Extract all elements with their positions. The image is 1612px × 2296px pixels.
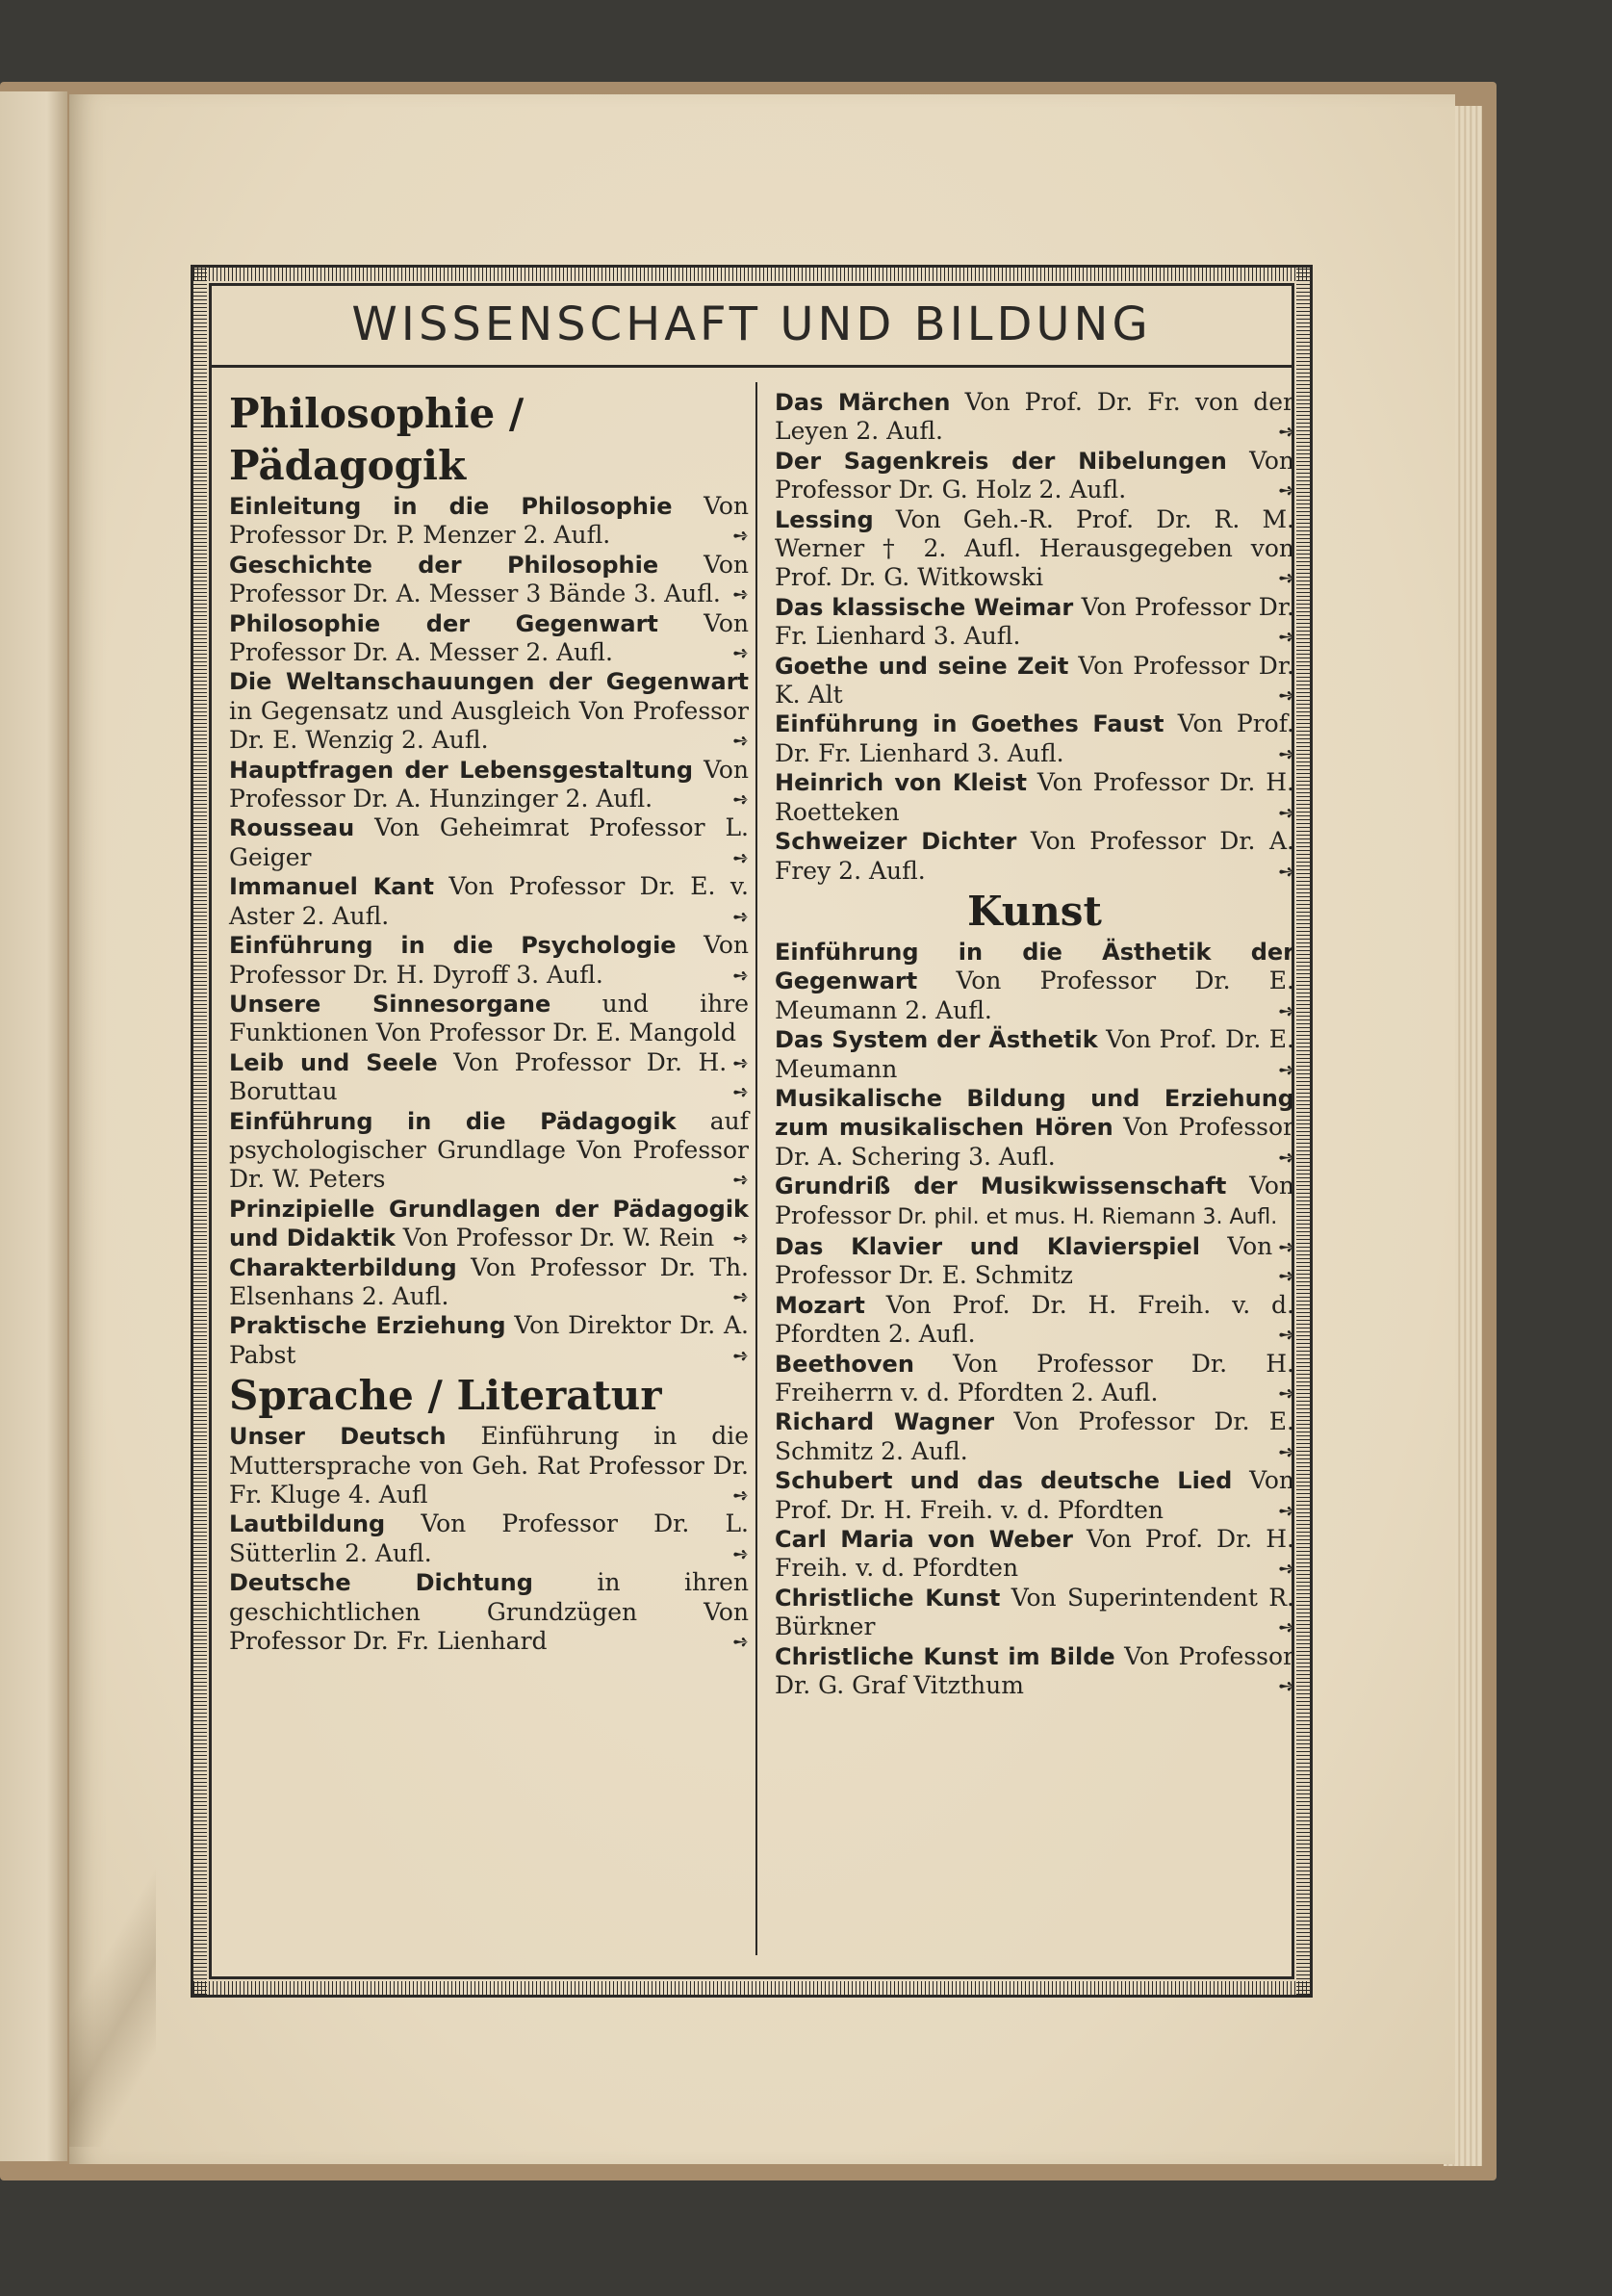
entry-title: Mozart — [775, 1291, 865, 1319]
entry-byline: Von Professor Dr. A. Messer 2. Aufl. — [229, 608, 750, 667]
catalog-entry — [775, 505, 1294, 593]
entry-title: Einführung in die Ästhetik der Gegenwart — [775, 938, 1294, 995]
entry-byline: Von Prof. Dr. Fr. von der Leyen 2. Aufl. — [775, 388, 1294, 446]
arrow-icon: ➺ — [732, 1168, 749, 1192]
arrow-icon: ➺ — [732, 524, 749, 548]
entry-byline: Von Professor Dr. E. Schmitz — [775, 1231, 1273, 1290]
catalog-entry — [775, 827, 1294, 886]
arrow-icon: ➺ — [1278, 1498, 1294, 1522]
entry-byline: Von Prof. Dr. Fr. Lienhard 3. Aufl. — [775, 709, 1294, 767]
catalog-entry — [775, 709, 1294, 768]
arrow-icon: ➺ — [732, 1080, 749, 1104]
catalog-entry — [775, 447, 1294, 505]
arrow-icon: ➺ — [1278, 625, 1294, 649]
entry-title: Philosophie der Gegenwart — [229, 609, 658, 637]
entry-title: Der Sagenkreis der Nibelungen — [775, 447, 1227, 475]
arrow-icon: ➺ — [732, 1541, 749, 1565]
entry-title: Prinzipielle Grundlagen der Pädagogik und Didaktik — [229, 1195, 749, 1252]
catalog-entry — [229, 1048, 749, 1107]
title-rule — [212, 365, 1292, 368]
arrow-icon: ➺ — [732, 1284, 749, 1308]
arrow-icon: ➺ — [1278, 1674, 1294, 1698]
arrow-icon: ➺ — [732, 1483, 749, 1507]
entry-byline: Von Professor Dr. H. Boruttau — [229, 1047, 728, 1106]
catalog-entry — [229, 1568, 749, 1656]
arrow-icon: ➺ — [732, 1630, 749, 1654]
arrow-icon: ➺ — [732, 787, 749, 812]
entry-title: Lautbildung — [229, 1510, 386, 1538]
arrow-icon: ➺ — [732, 729, 749, 753]
catalog-entry — [775, 1232, 1294, 1291]
entry-title: Charakterbildung — [229, 1253, 457, 1281]
page-title: WISSENSCHAFT UND BILDUNG — [351, 297, 1152, 351]
arrow-icon: ➺ — [1278, 566, 1294, 590]
entry-byline: und ihre Funktionen Von Professor Dr. E. Mangold — [229, 989, 749, 1047]
entry-byline: Von Professor Dr. L. Sütterlin 2. Aufl. — [229, 1509, 749, 1567]
entry-title: Hauptfragen der Lebensgestaltung — [229, 756, 694, 784]
arrow-icon: ➺ — [732, 582, 749, 606]
arrow-icon: ➺ — [1278, 859, 1294, 883]
catalog-entry — [229, 1107, 749, 1195]
catalog-entry — [775, 1466, 1294, 1525]
entry-byline: Von Prof. Dr. H. Freih. v. d. Pfordten 2. Aufl. — [775, 1290, 1294, 1349]
catalog-entry — [775, 1291, 1294, 1350]
entry-byline: Von Geheimrat Professor L. Geiger — [229, 813, 749, 871]
entry-title: Rousseau — [229, 814, 355, 842]
entry-title: Praktische Erziehung — [229, 1312, 506, 1340]
catalog-entry — [229, 756, 749, 814]
entry-title: Lessing — [775, 505, 874, 533]
entry-byline: Von Professor Dr. Fr. Lienhard 3. Aufl. — [775, 592, 1294, 651]
entry-byline: Von Professor Dr. Th. Elsenhans 2. Aufl. — [229, 1252, 749, 1310]
entry-title: Geschichte der Philosophie — [229, 551, 659, 579]
entry-title: Schweizer Dichter — [775, 828, 1017, 856]
left-column — [229, 388, 749, 1656]
catalog-frame — [191, 265, 1313, 1998]
entry-byline: Von Professor Dr. A. Frey 2. Aufl. — [775, 827, 1294, 885]
entry-extra: Dr. phil. et mus. H. Riemann 3. Aufl. — [890, 1204, 1278, 1229]
catalog-entry — [775, 1525, 1294, 1584]
catalog-entry — [229, 551, 749, 609]
catalog-entry — [775, 1642, 1294, 1701]
arrow-icon: ➺ — [1278, 1057, 1294, 1081]
entry-title: Christliche Kunst — [775, 1584, 1001, 1612]
entry-byline: Von Professor Dr. A. Schering 3. Aufl. — [775, 1113, 1294, 1171]
entry-title: Die Weltanschauungen der Gegenwart — [229, 668, 749, 696]
entry-title: Carl Maria von Weber — [775, 1526, 1073, 1554]
left-page-edge — [0, 91, 67, 2161]
entry-byline: Von Prof. Dr. H. Freih. v. d. Pfordten — [775, 1525, 1294, 1583]
catalog-entry — [229, 609, 749, 668]
entry-title: Einführung in die Pädagogik — [229, 1107, 677, 1135]
catalog-entry — [229, 931, 749, 990]
catalog-entry — [775, 1407, 1294, 1466]
entry-byline: Von Professor — [775, 1172, 1294, 1229]
entry-title: Richard Wagner — [775, 1408, 995, 1436]
catalog-entry — [229, 813, 749, 872]
entry-title: Leib und Seele — [229, 1048, 438, 1076]
entry-title: Schubert und das deutsche Lied — [775, 1467, 1233, 1495]
entry-byline: Von Professor Dr. P. Menzer 2. Aufl. — [229, 492, 750, 550]
arrow-icon: ➺ — [1278, 1381, 1294, 1405]
arrow-icon: ➺ — [1278, 800, 1294, 824]
entry-title: Das System der Ästhetik — [775, 1026, 1098, 1054]
entry-byline: Von Superintendent R. Bürkner — [775, 1583, 1295, 1641]
entry-byline: Von Prof. Dr. H. Freih. v. d. Pfordten — [775, 1466, 1295, 1524]
entry-byline: Von Professor Dr. G. Holz 2. Aufl. — [775, 446, 1294, 504]
arrow-icon: ➺ — [1278, 741, 1294, 765]
catalog-entry — [229, 1253, 749, 1312]
arrow-icon: ➺ — [732, 904, 749, 928]
entry-title: Unsere Sinnesorgane — [229, 990, 551, 1018]
arrow-icon: ➺ — [1278, 1439, 1294, 1463]
catalog-entry — [775, 593, 1294, 652]
arrow-icon: ➺ — [1278, 1323, 1294, 1347]
arrow-icon: ➺ — [1278, 420, 1294, 444]
entry-byline: Von Professor Dr. H. Roetteken — [775, 768, 1294, 826]
entry-title: Beethoven — [775, 1350, 914, 1378]
section-heading: Sprache / Literatur — [229, 1372, 662, 1420]
catalog-entry — [775, 388, 1294, 447]
entry-byline: auf psychologischer Grundlage Von Professor Dr. W. Peters — [229, 1106, 749, 1194]
entry-byline: Von Direktor Dr. A. Pabst — [229, 1311, 749, 1369]
entry-byline: Von Professor Dr. K. Alt — [775, 651, 1295, 709]
entry-title: Musikalische Bildung und Erziehung zum musikalischen Hören — [775, 1084, 1294, 1142]
entry-title: Das Märchen — [775, 389, 951, 416]
entry-title: Das klassische Weimar — [775, 593, 1074, 621]
arrow-icon: ➺ — [1278, 478, 1294, 503]
catalog-entry — [229, 1311, 749, 1370]
arrow-icon: ➺ — [1278, 1615, 1294, 1639]
catalog-entry — [775, 768, 1294, 827]
entry-byline: Von Professor Dr. E. v. Aster 2. Aufl. — [229, 872, 749, 930]
arrow-icon: ➺ — [732, 1050, 749, 1074]
catalog-entry — [775, 652, 1294, 710]
catalog-panel — [209, 283, 1294, 1979]
entry-byline: Von Professor Dr. A. Messer 3 Bände 3. Aufl. — [229, 550, 750, 608]
entry-byline: in Gegensatz und Ausgleich Von Professor Dr. E. Wenzig 2. Aufl. — [229, 696, 749, 755]
arrow-icon: ➺ — [1278, 1145, 1294, 1169]
entry-byline: Von Geh.-R. Prof. Dr. R. M. Werner † 2. Aufl. Herausgegeben von Prof. Dr. G. Witkowski — [775, 504, 1294, 592]
entry-title: Unser Deutsch — [229, 1423, 447, 1451]
catalog-entry — [775, 1584, 1294, 1642]
arrow-icon: ➺ — [732, 963, 749, 987]
entry-byline: Von Professor Dr. E. Meumann 2. Aufl. — [775, 967, 1294, 1024]
catalog-entry — [229, 492, 749, 551]
entry-byline: Von Professor Dr. H. Dyroff 3. Aufl. — [229, 931, 750, 989]
entry-title: Einleitung in die Philosophie — [229, 493, 673, 520]
entry-title: Einführung in Goethes Faust — [775, 710, 1164, 738]
catalog-entry — [229, 872, 749, 931]
entry-title: Goethe und seine Zeit — [775, 652, 1069, 680]
section-heading: Philosophie / Pädagogik — [229, 390, 525, 489]
column-divider — [755, 382, 757, 1955]
entry-byline: Von Professor Dr. E. Schmitz 2. Aufl. — [775, 1407, 1295, 1465]
entry-byline: Von Professor Dr. G. Graf Vitzthum — [775, 1641, 1295, 1700]
arrow-icon: ➺ — [732, 1343, 749, 1367]
catalog-entry — [775, 1084, 1294, 1172]
page-fold — [69, 1829, 156, 2147]
arrow-icon: ➺ — [1278, 684, 1294, 708]
entry-title: Deutsche Dichtung — [229, 1569, 533, 1597]
entry-byline: Von Professor Dr. H. Freiherrn v. d. Pfordten 2. Aufl. — [775, 1349, 1294, 1406]
entry-byline: in ihren geschichtlichen Grundzügen Von Professor Dr. Fr. Lienhard — [229, 1568, 749, 1656]
entry-byline: Von Prof. Dr. E. Meumann — [775, 1025, 1294, 1083]
entry-title: Christliche Kunst im Bilde — [775, 1642, 1115, 1670]
catalog-entry — [229, 667, 749, 755]
arrow-icon: ➺ — [732, 641, 749, 665]
arrow-icon: ➺ — [1278, 1557, 1294, 1581]
entry-title: Einführung in die Psychologie — [229, 932, 677, 960]
arrow-icon: ➺ — [1278, 1234, 1294, 1258]
catalog-entry — [775, 1025, 1294, 1084]
entry-byline: Von Professor Dr. A. Hunzinger 2. Aufl. — [229, 755, 749, 813]
arrow-icon: ➺ — [1278, 1264, 1294, 1288]
catalog-entry — [229, 1422, 749, 1509]
entry-byline: Einführung in die Muttersprache von Geh. Rat Professor Dr. Fr. Kluge 4. Aufl — [229, 1422, 749, 1509]
arrow-icon: ➺ — [732, 1226, 749, 1251]
entry-byline: Von Professor Dr. W. Rein — [395, 1224, 715, 1252]
catalog-entry — [775, 938, 1294, 1025]
entry-title: Immanuel Kant — [229, 873, 434, 901]
catalog-entry — [229, 1509, 749, 1568]
right-column — [775, 388, 1294, 1700]
arrow-icon: ➺ — [1278, 998, 1294, 1022]
catalog-entry — [229, 1195, 749, 1253]
section-heading: Kunst — [967, 887, 1102, 935]
entry-title: Grundriß der Musikwissenschaft — [775, 1173, 1227, 1200]
entry-title: Das Klavier und Klavierspiel — [775, 1232, 1201, 1260]
arrow-icon: ➺ — [732, 845, 749, 869]
catalog-entry — [775, 1350, 1294, 1408]
entry-title: Heinrich von Kleist — [775, 769, 1027, 797]
